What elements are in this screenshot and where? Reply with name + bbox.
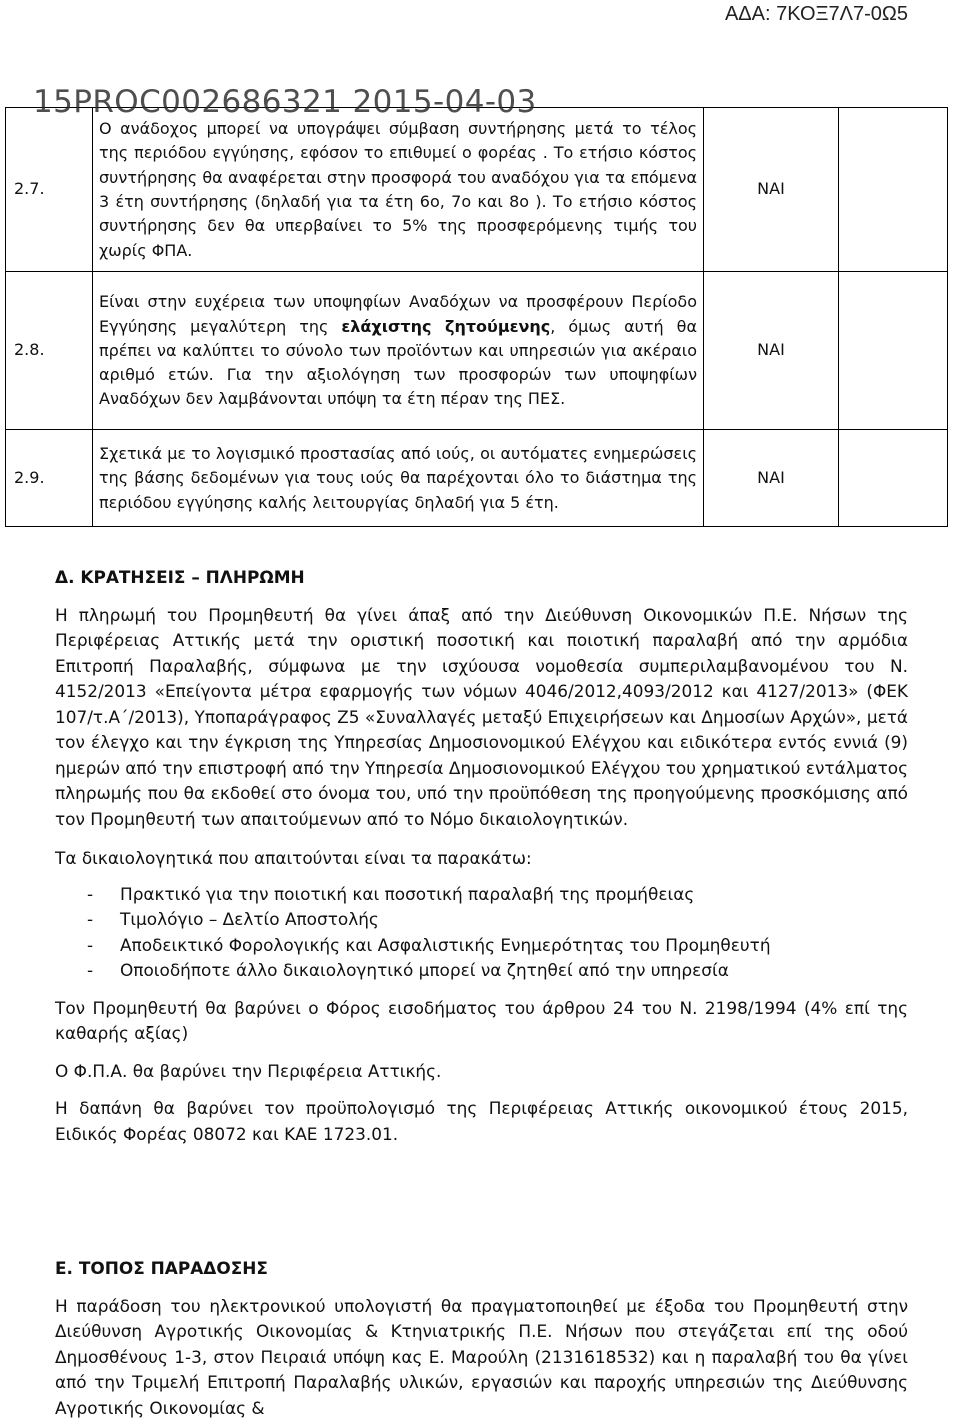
- payment-paragraph: Η πληρωμή του Προμηθευτή θα γίνει άπαξ από την Διεύθυνση Οικονομικών Π.Ε. Νήσων της Περιφέρειας Αττικής μετά την οριστική ποσοτική και ποιοτική παραλαβή από την αρμόδια Επιτροπή Παραλαβής, σύμφωνα με την ισχύουσα νομοθεσία συμπεριλαμβανομένου του Ν. 4152/2013 «Επείγοντα μέτρα εφαρμογής των νόμων 4046/2012,4093/2012 και 4127/2013» (ΦΕΚ 107/τ.Α΄/2013), Υποπαράγραφος Ζ5 «Συναλλαγές μεταξύ Επιχειρήσεων και Δημοσίων Αρχών», μετά τον έλεγχο και την έγκριση της Υπηρεσίας Δημοσιονομικού Ελέγχου και ειδικότερα εντός εννιά (9) ημερών από την επιστροφή από την Υπηρεσία Δημοσιονομικού Ελέγχου του χρηματικού εντάλματος πληρωμής που θα εκδοθεί στο όνομα του, υπό την προϋπόθεση της προηγούμενης προσκόμισης από τον Προμηθευτή των απαιτούμενων από το Νόμο δικαιολογητικών.: [55, 604, 908, 829]
- requirements-table: [5, 107, 948, 527]
- row-text-before: Είναι στην ευχέρεια των υποψηφίων Αναδόχων να προσφέρουν Περίοδο Εγγύησης μεγαλύτερη της: [99, 292, 697, 336]
- tax-paragraph: Τον Προμηθευτή θα βαρύνει ο Φόρος εισοδήματος του άρθρου 24 του Ν. 2198/1994 (4% επί της καθαρής αξίας): [55, 997, 908, 1043]
- row-answer: ΝΑΙ: [704, 108, 839, 272]
- list-dash: -: [87, 934, 94, 955]
- table-row: [6, 108, 948, 272]
- protocol-watermark: 15PROC002686321 2015-04-03: [33, 84, 537, 120]
- delivery-paragraph: Η παράδοση του ηλεκτρονικού υπολογιστή θα πραγματοποιηθεί με έξοδα του Προμηθευτή στην Διεύθυνση Αγροτικής Οικονομίας & Κτηνιατρικής Π.Ε. Νήσων που στεγάζεται επί της οδού Δημοσθένους 1-3, στον Πειραιά υπόψη κας Ε. Μαρούλη (2131618532) και η παραλαβή του θα γίνει από την Τριμελή Επιτροπή Παραλαβής υλικών, εργασιών και παροχής υπηρεσιών της Διεύθυνσης Αγροτικής Οικονομίας &: [55, 1295, 908, 1418]
- section-e: [55, 1256, 908, 1421]
- row-description: Σχετικά με το λογισμικό προστασίας από ιούς, οι αυτόματες ενημερώσεις της βάσης δεδομένων για τους ιούς θα παρέχονται όλο το διάστημα της περιόδου εγγύησης καλής λειτουργίας δηλαδή για 5 έτη.: [93, 430, 704, 527]
- row-reference-cell: [839, 272, 948, 430]
- row-reference-cell: [839, 430, 948, 527]
- list-dash: -: [87, 883, 94, 904]
- budget-paragraph: Η δαπάνη θα βαρύνει τον προϋπολογισμό της Περιφέρειας Αττικής οικονομικού έτους 2015, Ειδικός Φορέας 08072 και ΚΑΕ 1723.01.: [55, 1098, 908, 1144]
- row-number: 2.8.: [6, 272, 93, 430]
- row-answer: ΝΑΙ: [704, 272, 839, 430]
- list-dash: -: [87, 960, 94, 980]
- row-text-after: , όμως αυτή θα πρέπει να καλύπτει το σύνολο των προϊόντων και υπηρεσιών για ακέραιο αριθμό ετών. Για την αξιολόγηση των προσφορών των υποψηφίων Αναδόχων δεν λαμβάνονται υπόψη τα έτη πέραν της ΠΕΣ.: [99, 316, 698, 409]
- list-dash: -: [87, 909, 94, 929]
- row-reference-cell: [839, 108, 948, 272]
- list-item-text: Αποδεικτικό Φορολογικής και Ασφαλιστικής Ενημερότητας του Προμηθευτή: [120, 934, 771, 955]
- list-item: [55, 933, 908, 959]
- row-description: [93, 272, 704, 430]
- list-item: [55, 882, 908, 908]
- ada-code: ΑΔΑ: 7ΚΟΞ7Λ7-0Ω5: [724, 3, 908, 25]
- row-number: 2.9.: [6, 430, 93, 527]
- row-description: Ο ανάδοχος μπορεί να υπογράψει σύμβαση συντήρησης μετά το τέλος της περιόδου εγγύησης, εφόσον το επιθυμεί ο φορέας . Το ετήσιο κόστος συντήρησης θα αναφέρεται στην προσφορά του αναδόχου για τα επόμενα 3 έτη συντήρησης (δηλαδή για τα έτη 6ο, 7ο και 8ο ). Το ετήσιο κόστος συντήρησης δεν θα υπερβαίνει το 5% της προσφερόμενης τιμής του χωρίς ΦΠΑ.: [93, 108, 704, 272]
- row-text-bold: ελάχιστης ζητούμενης: [341, 316, 551, 336]
- section-e-title: Ε. ΤΟΠΟΣ ΠΑΡΑΔΟΣΗΣ: [55, 1258, 268, 1278]
- list-item: [55, 958, 908, 984]
- section-d-title: Δ. ΚΡΑΤΗΣΕΙΣ – ΠΛΗΡΩΜΗ: [55, 567, 305, 587]
- section-d: [55, 565, 908, 1147]
- docs-intro: Τα δικαιολογητικά που απαιτούνται είναι τα παρακάτω:: [55, 848, 532, 868]
- list-item: [55, 907, 908, 933]
- table-row: [6, 272, 948, 430]
- list-item-text: Οποιοδήποτε άλλο δικαιολογητικό μπορεί να ζητηθεί από την υπηρεσία: [120, 960, 729, 980]
- row-answer: ΝΑΙ: [704, 430, 839, 527]
- list-item-text: Πρακτικό για την ποιοτική και ποσοτική παραλαβή της προμήθειας: [120, 883, 695, 904]
- list-item-text: Τιμολόγιο – Δελτίο Αποστολής: [120, 909, 379, 929]
- vat-paragraph: Ο Φ.Π.Α. θα βαρύνει την Περιφέρεια Αττικής.: [55, 1060, 442, 1081]
- table-row: [6, 430, 948, 527]
- docs-list: [55, 882, 908, 984]
- row-number: 2.7.: [6, 108, 93, 272]
